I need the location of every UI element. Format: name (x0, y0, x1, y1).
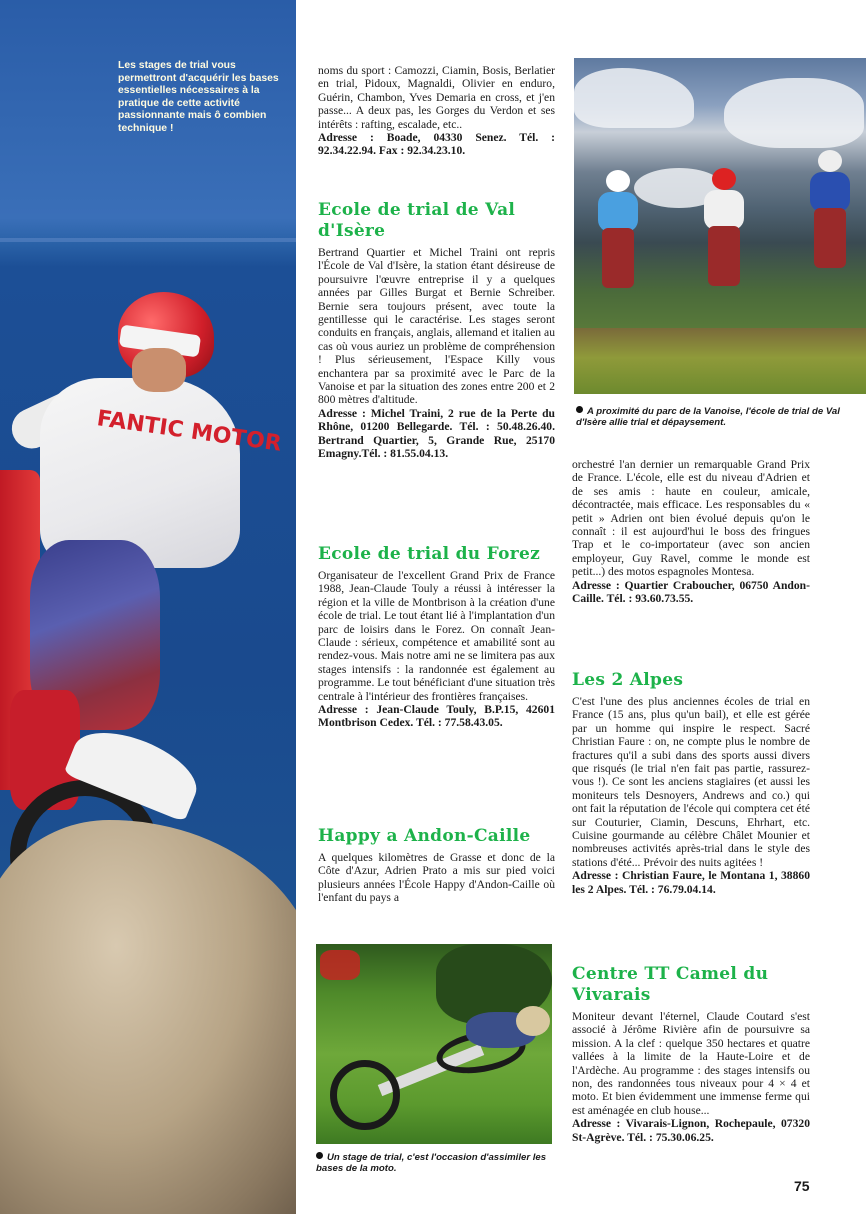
snow-patch (574, 68, 694, 128)
rider-3 (806, 150, 852, 240)
rear-wheel (330, 1060, 400, 1130)
forez-paragraph: Organisateur de l'excellent Grand Prix de France 1988, Jean-Claude Touly a réussi à intéresser la région et la ville de Montbrison à la création d'une école de trial. Le tout étant lié à l'implantation d'un parc de loisirs dans le Forez. On connaît Jean-Claude : sérieux, compétence et amabilité sont au rendez-vous. Mais notre ami ne se limitera pas aux stages intensifs : la randonnée est également au programme. Le tout bénéficiant d'une situation très centrale à l'intérieur des frontières françaises. (318, 569, 555, 703)
happy-continued-paragraph: orchestré l'an dernier un remarquable Grand Prix de France. L'école, elle est du niveau d'Adrien et de ses amis : haute en couleur, amicale, décontractée, mais efficace. Les responsables du « petit » Adrien ont bien évolué depuis qu'on le connaît : il est aujourd'hui le boss des fringues Trap et le co-importateur (avec son ancien employeur, Guy Ravel, comme le monde est petit...) des motos espagnoles Montesa. (572, 458, 810, 579)
alpine-meadow (574, 328, 866, 394)
rider-2 (700, 168, 746, 258)
rider-jacket (810, 172, 850, 212)
valdisere-heading: Ecole de trial de Val d'Isère (318, 200, 516, 241)
rock-formation (0, 820, 296, 1214)
valdisere-paragraph: Bertrand Quartier et Michel Traini ont repris l'École de Val d'Isère, la station étant désireuse de poursuivre l'œuvre entreprise il y a quelques années par Gilles Burgat et Bernie Schreiber. Bernie sera toujours présent, avec toute la gentillesse qui le caractérise. Les stages seront conduits en français, anglais, allemand et italien au cas où vous auriez un problème de compréhension ! Plus sérieusement, l'Espace Killy vous enchantera par sa proximité avec le Parc de la Vanoise et par la situation des zones entre 200 et 2 800 mètres d'altitude. (318, 246, 555, 407)
alpes-heading: Les 2 Alpes (572, 670, 684, 690)
alpes-address: Adresse : Christian Faure, le Montana 1, 38860 les 2 Alpes. Tél. : 76.79.04.14. (572, 869, 810, 896)
trial-stage-caption (316, 1152, 556, 1174)
snow-patch (724, 78, 864, 148)
rider-jacket (598, 192, 638, 232)
rider-1 (594, 170, 640, 260)
camel-section (572, 964, 810, 1144)
rider-motorcycle (708, 226, 740, 286)
rider-face (132, 348, 186, 392)
rider-helmet (516, 1006, 550, 1036)
trial-rider-photo (0, 0, 296, 1214)
rider-motorcycle (814, 208, 846, 268)
camel-heading: Centre TT Camel du Vivarais (572, 964, 769, 1005)
happy-paragraph: A quelques kilomètres de Grasse et donc de la Côte d'Azur, Adrien Prato a mis sur pied voici plusieurs années l'École Happy d'Andon-Caille où l'enfant du pays a (318, 851, 555, 905)
trial-stage-caption-text: Un stage de trial, c'est l'occasion d'assimiler les bases de la moto. (316, 1152, 547, 1174)
intro-section (318, 64, 555, 158)
happy-heading: Happy a Andon-Caille (318, 826, 531, 846)
camel-paragraph: Moniteur devant l'éternel, Claude Coutard s'est associé à Jérôme Rivière afin de poursuivre sa mission. A la clef : quelque 350 hectares et quatre vallées à la limite de la Haute-Loire et de l'Ardèche. Au programme : des stages intensifs ou non, des randonnées tous niveaux pour 4 × 4 et moto. Et bien évidemment une immense ferme qui est aménagée en club house... (572, 1010, 810, 1117)
rider-helmet (712, 168, 736, 190)
rider-jacket (704, 190, 744, 230)
background-motorcycle (320, 950, 360, 980)
forez-address: Adresse : Jean-Claude Touly, B.P.15, 42601 Montbrison Cedex. Tél. : 77.58.43.05. (318, 703, 555, 730)
happy-address: Adresse : Quartier Craboucher, 06750 Andon-Caille. Tél. : 93.60.73.55. (572, 578, 810, 606)
horizon-line (0, 238, 296, 242)
happy-continued-section (572, 458, 810, 605)
intro-paragraph: noms du sport : Camozzi, Ciamin, Bosis, Berlatier en trial, Pidoux, Magnaldi, Olivier en enduro, Guérin, Chambon, Yves Demaria en cross, et j'en passe... A deux pas, les Gorges du Verdon et ses intérêts : rafting, escalade, etc.. (318, 64, 555, 131)
photo-intro-caption: Les stages de trial vous permettront d'acquérir les bases essentielles nécessaires à la pratique de cette activité passionnante mais ô combien technique ! (118, 60, 279, 134)
vanoise-riders-photo (574, 58, 866, 394)
forez-section (318, 544, 555, 730)
jersey-logo-text: FANTIC MOTOR (95, 406, 284, 457)
valdisere-section (318, 200, 555, 461)
vanoise-caption-text: A proximité du parc de la Vanoise, l'école de trial de Val d'Isère allie trial et dépaysement. (576, 406, 840, 428)
forez-heading: Ecole de trial du Forez (318, 544, 541, 564)
alpes-section (572, 670, 810, 896)
bullet-icon (576, 406, 583, 413)
happy-section (318, 826, 555, 905)
alpes-paragraph: C'est l'une des plus anciennes écoles de trial en France (15 ans, plus qu'un bail), et elle est gérée par un homme qui inspire le respect. Sacré Christian Faure : on, ne compte plus le nombre de fractures qu'il a subi dans des sports aussi divers que risqués (le trial n'en fait pas partie, rassurez-vous !). Ce sont les anciens stagiaires (et aussi les moniteurs tels Desnoyers, Andrews and co.) qui ont fait la réputation de l'école qui comptera cet été sur Couturier, Ciamin, Descuns, Ehrhart, etc. Cuisine gourmande au célèbre Châlet Mounier et nombreuses activités après-trial dans le style des stations d'été... Prévoir des nuits agitées ! (572, 695, 810, 869)
valdisere-address: Adresse : Michel Traini, 2 rue de la Perte du Rhône, 01200 Bellegarde. Tél. : 50.48.26.40. Bertrand Quartier, 5, Grande Rue, 25170 Emagny.Tél. : 81.55.04.13. (318, 406, 555, 461)
page-number: 75 (794, 1178, 810, 1194)
vanoise-photo-caption (576, 406, 856, 428)
intro-address: Adresse : Boade, 04330 Senez. Tél. : 92.34.22.94. Fax : 92.34.23.10. (318, 131, 555, 158)
rider-motorcycle (602, 228, 634, 288)
bullet-icon (316, 1152, 323, 1159)
camel-address: Adresse : Vivarais-Lignon, Rochepaule, 07320 St-Agrève. Tél. : 75.30.06.25. (572, 1117, 810, 1144)
trial-stage-photo (316, 944, 552, 1144)
rider-helmet (606, 170, 630, 192)
rider-helmet (818, 150, 842, 172)
